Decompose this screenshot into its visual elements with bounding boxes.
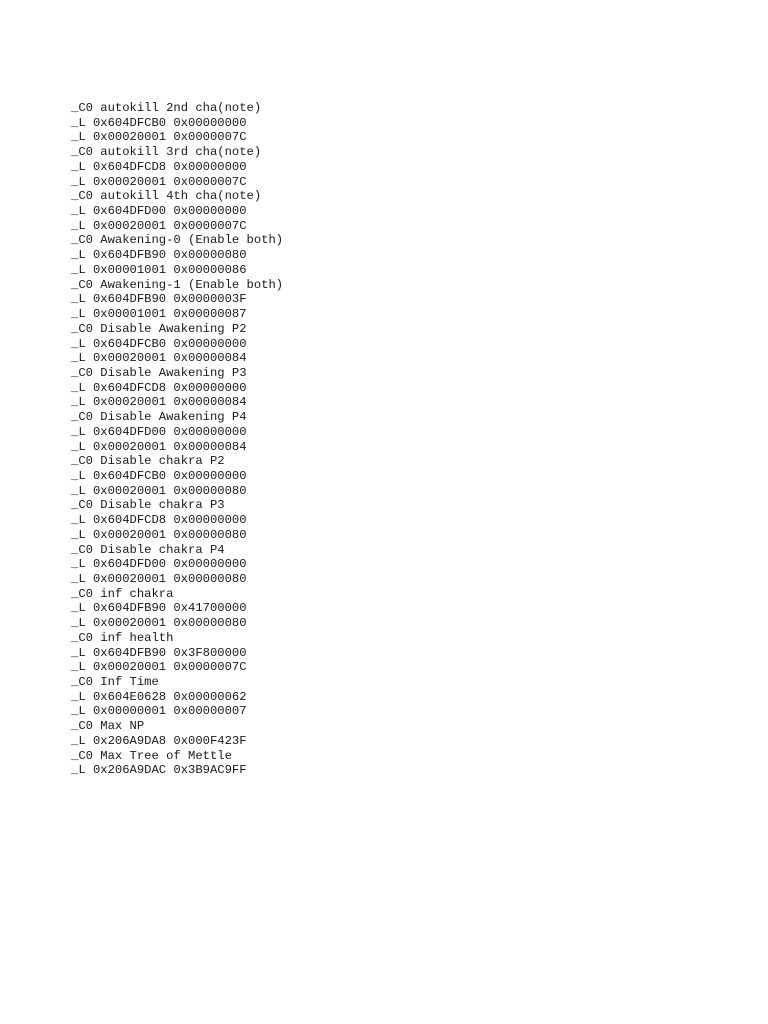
code-header-line: _C0 autokill 3rd cha(note) xyxy=(71,145,262,160)
code-value-line: _L 0x604DFD00 0x00000000 xyxy=(71,204,247,219)
code-value-line: _L 0x00020001 0x00000080 xyxy=(71,483,247,498)
code-value-line: _L 0x604DFCD8 0x00000000 xyxy=(71,159,247,174)
code-value-line: _L 0x604E0628 0x00000062 xyxy=(71,689,247,704)
code-value-line: _L 0x604DFD00 0x00000000 xyxy=(71,557,247,572)
cheat-code-listing xyxy=(71,101,283,778)
code-value-line: _L 0x604DFCB0 0x00000000 xyxy=(71,468,247,483)
code-value-line: _L 0x00020001 0x00000080 xyxy=(71,572,247,586)
code-value-line: _L 0x604DFCD8 0x00000000 xyxy=(71,380,247,395)
code-value-line: _L 0x00020001 0x0000007C xyxy=(71,218,247,233)
code-value-line: _L 0x604DFCB0 0x00000000 xyxy=(71,115,247,130)
code-header-line: _C0 Inf Time xyxy=(71,675,159,690)
code-value-line: _L 0x206A9DA8 0x000F423F xyxy=(71,733,247,748)
code-value-line: _L 0x00020001 0x00000084 xyxy=(71,351,247,366)
code-value-line: _L 0x604DFB90 0x41700000 xyxy=(71,601,247,616)
code-value-line: _L 0x206A9DAC 0x3B9AC9FF xyxy=(71,763,247,778)
code-value-line: _L 0x00020001 0x00000080 xyxy=(71,527,247,542)
code-value-line: _L 0x00020001 0x00000080 xyxy=(71,616,247,631)
code-header-line: _C0 Disable chakra P3 xyxy=(71,498,225,513)
code-header-line: _C0 autokill 2nd cha(note) xyxy=(71,101,262,115)
code-header-line: _C0 Awakening-1 (Enable both) xyxy=(71,277,284,292)
code-header-line: _C0 Disable Awakening P2 xyxy=(71,321,247,336)
code-value-line: _L 0x00020001 0x0000007C xyxy=(71,660,247,675)
code-header-line: _C0 Disable chakra P4 xyxy=(71,542,225,557)
code-value-line: _L 0x00020001 0x00000084 xyxy=(71,395,247,410)
code-header-line: _C0 Disable Awakening P4 xyxy=(71,410,247,425)
code-header-line: _C0 Max NP xyxy=(71,719,145,734)
code-header-line: _C0 autokill 4th cha(note) xyxy=(71,189,262,204)
code-header-line: _C0 Disable chakra P2 xyxy=(71,454,225,469)
code-value-line: _L 0x00020001 0x00000084 xyxy=(71,439,247,454)
code-value-line: _L 0x604DFB90 0x3F800000 xyxy=(71,645,247,660)
code-header-line: _C0 Disable Awakening P3 xyxy=(71,365,247,380)
code-value-line: _L 0x604DFB90 0x00000080 xyxy=(71,248,247,263)
code-value-line: _L 0x00020001 0x0000007C xyxy=(71,174,247,189)
code-value-line: _L 0x604DFD00 0x00000000 xyxy=(71,424,247,439)
code-value-line: _L 0x00020001 0x0000007C xyxy=(71,130,247,145)
code-value-line: _L 0x00000001 0x00000007 xyxy=(71,704,247,719)
code-value-line: _L 0x604DFCB0 0x00000000 xyxy=(71,336,247,351)
code-value-line: _L 0x00001001 0x00000086 xyxy=(71,262,247,277)
code-value-line: _L 0x604DFB90 0x0000003F xyxy=(71,292,247,307)
code-value-line: _L 0x00001001 0x00000087 xyxy=(71,307,247,322)
code-header-line: _C0 Awakening-0 (Enable both) xyxy=(71,233,284,248)
code-header-line: _C0 inf chakra xyxy=(71,586,174,601)
code-value-line: _L 0x604DFCD8 0x00000000 xyxy=(71,513,247,528)
code-header-line: _C0 inf health xyxy=(71,630,174,645)
code-header-line: _C0 Max Tree of Mettle xyxy=(71,748,232,763)
